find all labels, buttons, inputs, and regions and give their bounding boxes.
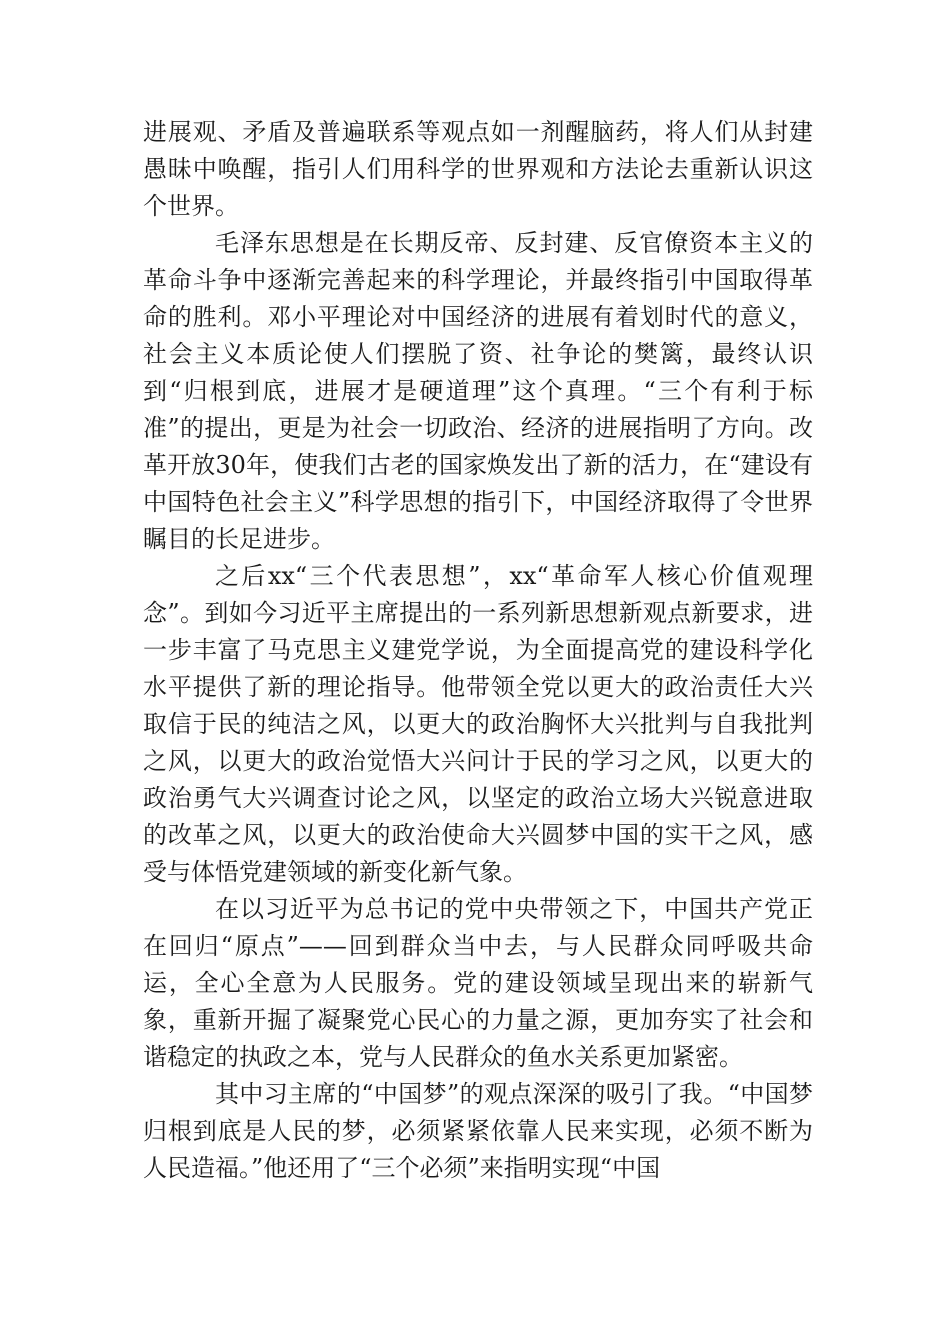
paragraph-4: 在以习近平为总书记的党中央带领之下，中国共产党正在回归“原点”——回到群众当中去，与人民群众同呼吸共命运，全心全意为人民服务。党的建设领域呈现出来的崭新气象，重新开掘了凝聚党心民心的力量之源，更加夯实了社会和谐稳定的执政之本，党与人民群众的鱼水关系更加紧密。 xyxy=(143,895,813,1071)
paragraph-1: 进展观、矛盾及普遍联系等观点如一剂醒脑药，将人们从封建愚昧中唤醒，指引人们用科学的世界观和方法论去重新认识这个世界。 xyxy=(143,118,813,220)
paragraph-3: 之后xx“三个代表思想”，xx“革命军人核心价值观理念”。到如今习近平主席提出的一系列新思想新观点新要求，进一步丰富了马克思主义建党学说，为全面提高党的建设科学化水平提供了新的理论指导。他带领全党以更大的政治责任大兴取信于民的纯洁之风，以更大的政治胸怀大兴批判与自我批判之风，以更大的政治觉悟大兴问计于民的学习之风，以更大的政治勇气大兴调查讨论之风，以坚定的政治立场大兴锐意进取的改革之风，以更大的政治使命大兴圆梦中国的实干之风，感受与体悟党建领域的新变化新气象。 xyxy=(143,562,813,886)
paragraph-2: 毛泽东思想是在长期反帝、反封建、反官僚资本主义的革命斗争中逐渐完善起来的科学理论，并最终指引中国取得革命的胜利。邓小平理论对中国经济的进展有着划时代的意义，社会主义本质论使人们摆脱了资、社争论的樊篱，最终认识到“归根到底，进展才是硬道理”这个真理。“三个有利于标准”的提出，更是为社会一切政治、经济的进展指明了方向。改革开放30年，使我们古老的国家焕发出了新的活力，在“建设有中国特色社会主义”科学思想的指引下，中国经济取得了令世界瞩目的长足进步。 xyxy=(143,229,813,553)
document-body xyxy=(143,114,813,1187)
paragraph-5: 其中习主席的“中国梦”的观点深深的吸引了我。“中国梦归根到底是人民的梦，必须紧紧依靠人民来实现，必须不断为人民造福。”他还用了“三个必须”来指明实现“中国 xyxy=(143,1080,813,1182)
